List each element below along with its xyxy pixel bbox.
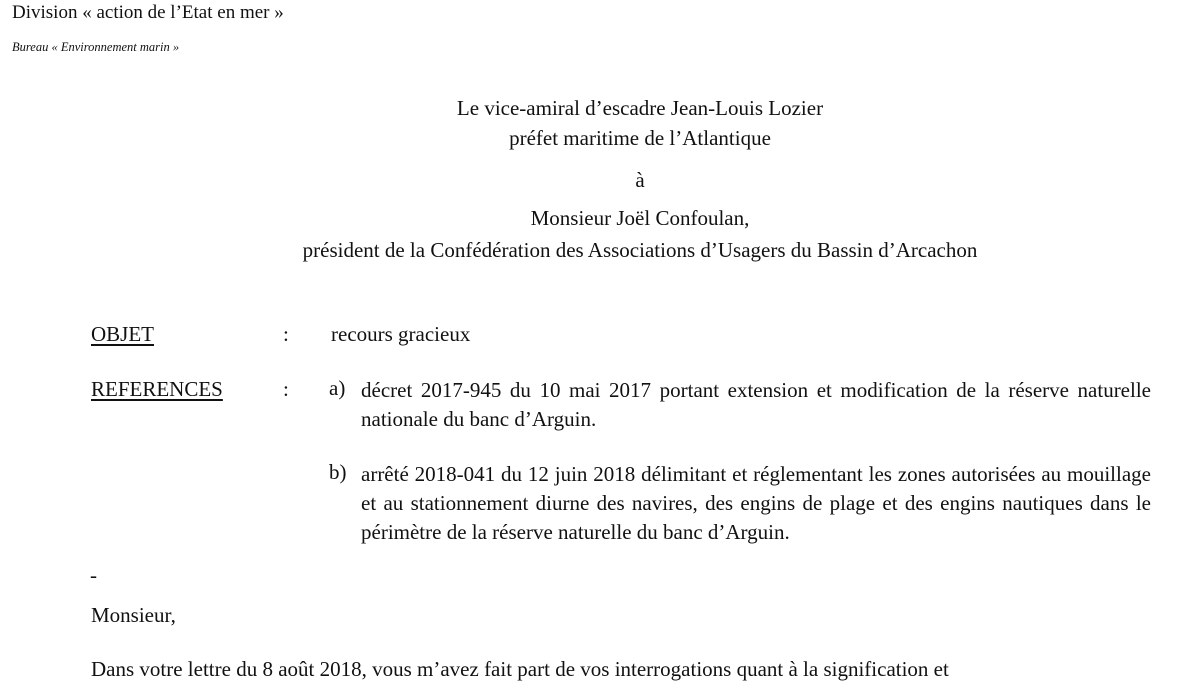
- reference-text: décret 2017-945 du 10 mai 2017 portant extension et modification de la réserve naturelle nationale du banc d’Arguin.: [361, 378, 1151, 431]
- reference-text: arrêté 2018-041 du 12 juin 2018 délimitant et réglementant les zones autorisées au mouillage et au stationnement diurne des navires, des engins de plage et des engins nautiques dans le périmètre de la réserve naturelle du banc d’Arguin.: [361, 462, 1151, 544]
- dash-mark: -: [90, 563, 97, 587]
- salutation: Monsieur,: [91, 603, 176, 627]
- bureau-subheading: Bureau « Environnement marin »: [12, 40, 180, 54]
- reference-letter: b): [329, 460, 347, 484]
- body-paragraph: Dans votre lettre du 8 août 2018, vous m’avez fait part de vos interrogations quant à la signification et: [91, 657, 949, 681]
- sender-title: préfet maritime de l’Atlantique: [509, 126, 771, 150]
- division-heading: Division « action de l’Etat en mer »: [12, 2, 284, 23]
- recipient-title: président de la Confédération des Associations d’Usagers du Bassin d’Arcachon: [302, 238, 978, 262]
- references-colon: :: [283, 377, 289, 401]
- objet-colon: :: [283, 322, 289, 346]
- references-label: REFERENCES: [91, 377, 223, 401]
- objet-label: OBJET: [91, 322, 154, 346]
- objet-value: recours gracieux: [331, 322, 471, 346]
- sender-name: Le vice-amiral d’escadre Jean-Louis Lozier: [456, 96, 824, 120]
- recipient-name: Monsieur Joël Confoulan,: [530, 206, 750, 230]
- addressee-connector: à: [635, 168, 645, 192]
- reference-letter: a): [329, 376, 346, 400]
